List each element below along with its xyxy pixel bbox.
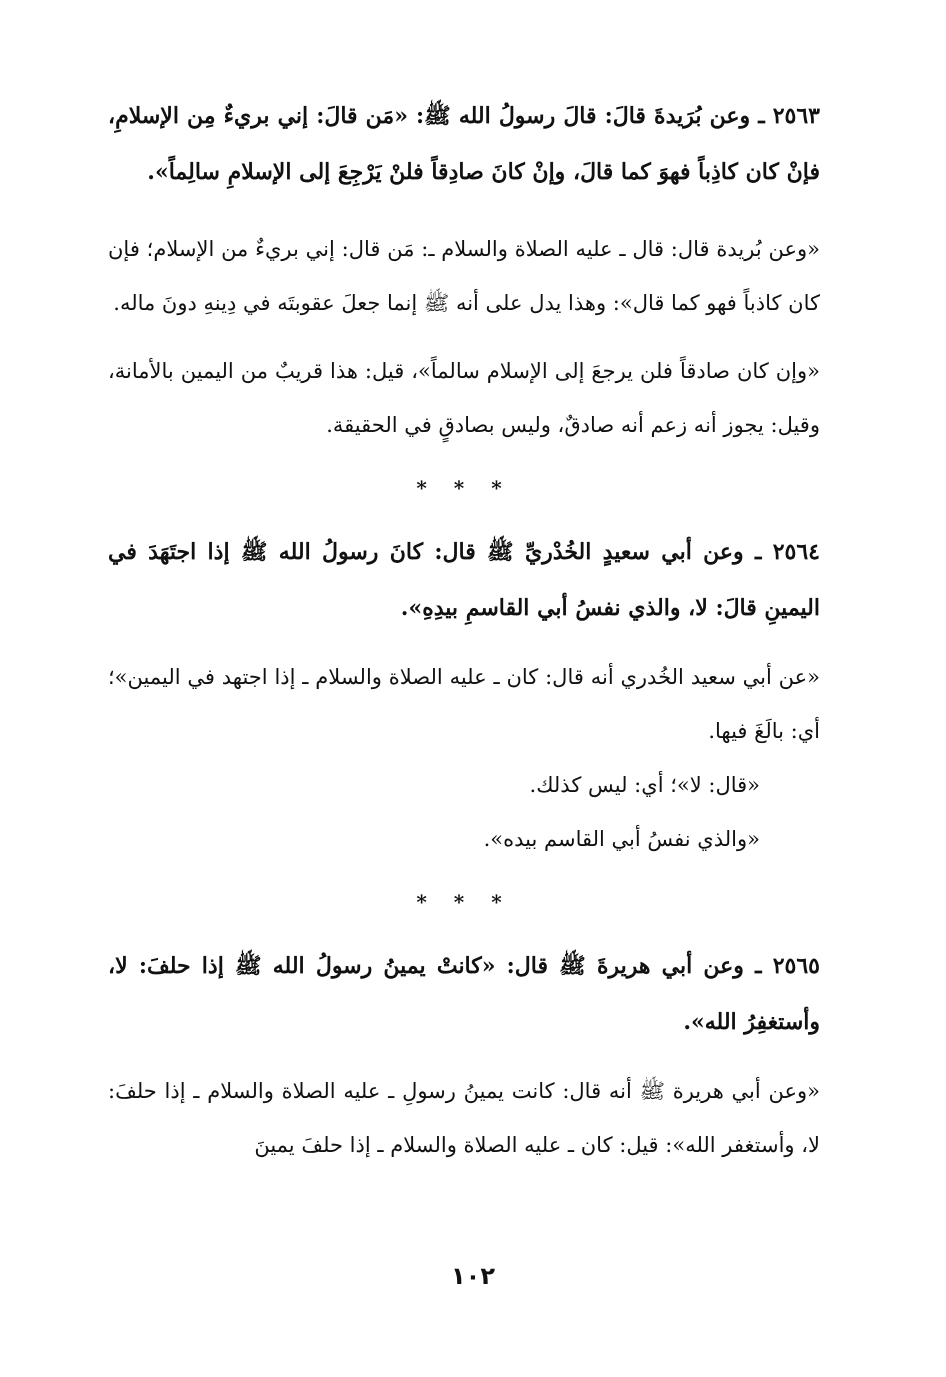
commentary-2564-c: «والذي نفسُ أبي القاسم بيده». bbox=[483, 827, 760, 851]
hadith-2563: ٢٥٦٣ ـ وعن بُرَيدةَ قالَ: قالَ رسولُ الله ﷺ: «مَن قالَ: إني بريءٌ مِن الإسلامِ، فإنْ كان كاذِباً فهوَ كما قالَ، وإنْ كانَ صادِقاً فلنْ يَرْجِعَ إلى الإسلامِ سالِماً». bbox=[108, 103, 820, 185]
section-separator: * * * bbox=[416, 890, 512, 914]
page-number: ١٠٢ bbox=[451, 1262, 495, 1290]
commentary-2563-b: «وإن كان صادقاً فلن يرجعَ إلى الإسلام سالماً»، قيل: هذا قريبٌ من اليمين بالأمانة، وقيل: يجوز أنه زعم أنه صادقٌ، وليس بصادقٍ في الحقيقة. bbox=[108, 359, 820, 437]
section-separator: * * * bbox=[416, 476, 512, 500]
commentary-2563-a: «وعن بُريدة قال: قال ـ عليه الصلاة والسلام ـ: مَن قال: إني بريءٌ من الإسلام؛ فإن كان كاذباً فهو كما قال»: وهذا يدل على أنه ﷺ إنما جعلَ عقوبتَه في دِينهِ دونَ ماله. bbox=[108, 237, 820, 315]
commentary-2564-b: «قال: لا»؛ أي: ليس كذلك. bbox=[529, 773, 760, 797]
page-body bbox=[108, 88, 820, 1172]
hadith-2564: ٢٥٦٤ ـ وعن أبي سعيدٍ الخُدْريِّ ﷺ قال: كانَ رسولُ الله ﷺ إذا اجتَهَدَ في اليمينِ قالَ: لا، والذي نفسُ أبي القاسمِ بيدِهِ». bbox=[108, 539, 820, 621]
hadith-2565: ٢٥٦٥ ـ وعن أبي هريرةَ ﷺ قال: «كانتْ يمينُ رسولُ الله ﷺ إذا حلفَ: لا، وأستغفِرُ الله». bbox=[108, 953, 820, 1035]
commentary-2564-a: «عن أبي سعيد الخُدري أنه قال: كان ـ عليه الصلاة والسلام ـ إذا اجتهد في اليمين»؛ أي: بالَغَ فيها. bbox=[108, 665, 820, 743]
commentary-2565-a: «وعن أبي هريرة ﷺ أنه قال: كانت يمينُ رسولِ ـ عليه الصلاة والسلام ـ إذا حلفَ: لا، وأستغفر الله»: قيل: كان ـ عليه الصلاة والسلام ـ إذا حلفَ يمينَ bbox=[108, 1079, 820, 1157]
